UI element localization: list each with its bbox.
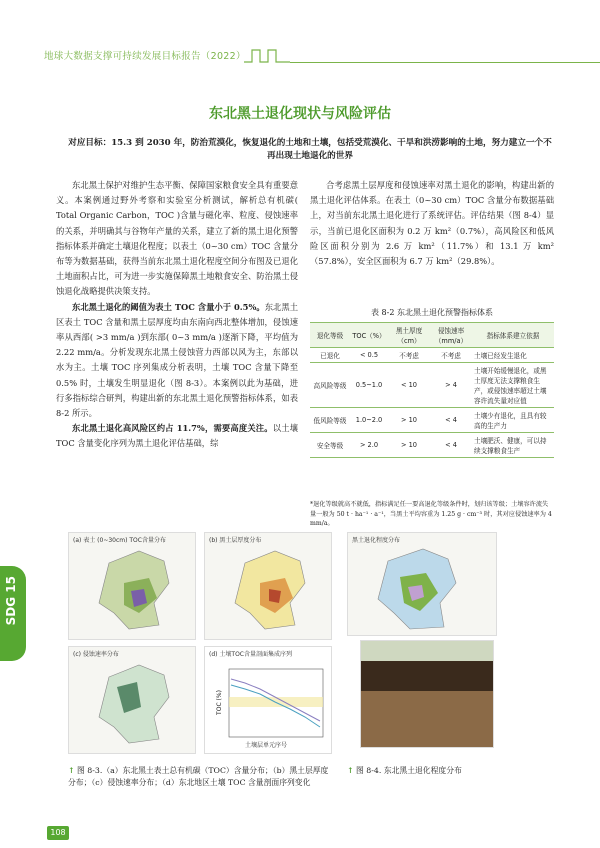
sdg-label: SDG 15 [4, 576, 18, 626]
table-cell: > 4 [430, 363, 472, 408]
table-cell: 已退化 [310, 348, 350, 363]
table-row [310, 363, 554, 408]
table-row [310, 348, 554, 363]
header-rule [290, 62, 600, 63]
header-decoration-icon [244, 48, 294, 64]
table-header: 黑土厚度（cm） [388, 323, 430, 348]
figure-8-4-photo [360, 640, 494, 748]
table-cell: > 10 [388, 408, 430, 433]
paragraph: 合考虑黑土层厚度和侵蚀速率对黑土退化的影响，构建出新的黑土退化评估体系。在表土（0~30 cm）TOC 含量分布数据基础上，对当前东北黑土退化进行了系统评估。评估结果（图 8-4）显示，当前已退化区面积为 0.2 万 km²（0.7%），高风险区和低风险区面积分别为 2.6 万 km²（11.7%）和 13.1 万 km²（57.8%），安全区面积为 6.7 万 km²（29.8%）。 [310, 180, 554, 267]
figure-8-3a [68, 532, 196, 640]
toc-map-icon [69, 533, 195, 639]
erosion-map-icon [69, 647, 195, 753]
arrow-icon: ↑ [347, 766, 354, 775]
table-cell: 低风险等级 [310, 408, 350, 433]
figure-8-3b [204, 532, 332, 640]
key-finding: 东北黑土退化高风险区约占 11.7%，需要高度关注。 [72, 423, 273, 434]
figure-8-4-map [347, 532, 497, 636]
paragraph [56, 300, 298, 422]
figure-8-3-caption [68, 765, 330, 789]
table-cell: 高风险等级 [310, 363, 350, 408]
table-row [310, 433, 554, 458]
key-finding: 东北黑土退化的阈值为表土 TOC 含量小于 0.5%。 [72, 301, 265, 312]
arrow-icon: ↑ [68, 766, 75, 775]
figure-label: (a) 表土 (0~30cm) TOC含量分布 [73, 537, 166, 544]
page-header [0, 0, 600, 70]
axis-label: TOC (%) [215, 690, 223, 715]
table-header: 退化等级 [310, 323, 350, 348]
page-title: 东北黑土退化现状与风险评估 [209, 106, 391, 122]
table-cell: 土壤开始缓慢退化，或黑土厚度无法支撑粮食生产，或侵蚀速率超过土壤容许流失量对应值 [472, 363, 554, 408]
paragraph: 东北黑土保护对维护生态平衡、保障国家粮食安全具有重要意义。本案例通过野外考察和实验室分析测试，解析总有机碳( Total Organic Carbon，TOC )含量与磁化率、粒度、侵蚀速率的关系，并明确其与谷物年产量的关系，建立了新的黑土退化预警指标体系并确定土壤退化程度；以表土（0~30 cm）TOC 含量分布等为数据基础，获得当前东北黑土退化程度空间分布图及已退化土地面积占比，可为进一步实施保障黑土地粮食安全、防治黑土侵蚀退化战略提供决策支持。 [56, 180, 298, 297]
table-row [310, 408, 554, 433]
thickness-map-icon [205, 533, 331, 639]
caption-text: 图 8-3.（a）东北黑土表土总有机碳（TOC）含量分布；（b）黑土层厚度分布；（c）侵蚀速率分布；（d）东北地区土壤 TOC 含量剖面序列变化 [68, 766, 329, 787]
table-cell: 不考虑 [430, 348, 472, 363]
table-cell: > 10 [388, 433, 430, 458]
table-header: TOC（%） [350, 323, 388, 348]
figure-8-3d [204, 646, 332, 754]
table-cell: 土壤少有退化，且具有较高的生产力 [472, 408, 554, 433]
table-cell: 不考虑 [388, 348, 430, 363]
table-cell: < 4 [430, 408, 472, 433]
paragraph [56, 421, 298, 451]
soil-profile-photo-icon [361, 641, 493, 747]
figure-label: (c) 侵蚀速率分布 [73, 651, 119, 658]
table-cell: 0.5~1.0 [350, 363, 388, 408]
table-header-row [310, 323, 554, 348]
figure-label: (d) 土壤TOC含量剖面集成序列 [209, 651, 292, 658]
table-cell: > 2.0 [350, 433, 388, 458]
paragraph-text: 东北黑土区表土 TOC 含量和黑土层厚度均由东南向西北整体增加，侵蚀速率从西部( >3 mm/a )到东部( 0~3 mm/a )逐渐下降，平均值为 2.22 mm/a。分析发现东北黑土侵蚀营力西部以风为主，东部以水为主。土壤 TOC 序列集成分析表明，土壤 TOC 含量下降至 0.5% 时，土壤发生明显退化（图 8-3）。本案例以此为基础，进行多指标综合研判，构建出新的东北黑土退化预警指标体系，如表 8-2 所示。 [56, 301, 298, 419]
table-cell: < 0.5 [350, 348, 388, 363]
table-cell: 土壤肥沃、健康，可以持续支撑粮食生产 [472, 433, 554, 458]
table-cell: 土壤已经发生退化 [472, 348, 554, 363]
axis-label: 土壤层单元序号 [245, 742, 288, 749]
degradation-map-icon [348, 533, 496, 635]
sdg-tab [0, 566, 26, 661]
warning-index-table [310, 322, 554, 458]
table-cell: < 10 [388, 363, 430, 408]
running-title: 地球大数据支撑可持续发展目标报告（2022） [44, 51, 246, 62]
figure-label: 黑土退化程度分布 [352, 537, 401, 544]
table-cell: 安全等级 [310, 433, 350, 458]
right-column [310, 178, 554, 269]
table-header: 指标体系建立依据 [472, 323, 554, 348]
figure-8-4-caption [347, 765, 547, 777]
left-column [56, 178, 298, 452]
figure-label: (b) 黑土层厚度分布 [209, 537, 262, 544]
target-statement: 对应目标：15.3 到 2030 年，防治荒漠化，恢复退化的土地和土壤，包括受荒漠化、干旱和洪涝影响的土地，努力建立一个不再出现土地退化的世界 [68, 138, 552, 161]
caption-text: 图 8-4. 东北黑土退化程度分布 [356, 766, 462, 775]
toc-sequence-plot [205, 647, 331, 753]
table-note: *退化等级就高不就低，指标满足任一要高退化等级条件时，划归该等级；土壤容许流失量一般为 50 t · ha⁻¹ · a⁻¹，当黑土平均容重为 1.25 g · cm⁻³ 时，其对应侵蚀速率为 4 mm/a。 [310, 501, 552, 527]
table-header: 侵蚀速率（mm/a） [430, 323, 472, 348]
table-caption: 表 8-2 东北黑土退化预警指标体系 [371, 308, 493, 317]
table-cell: 1.0~2.0 [350, 408, 388, 433]
page-number: 108 [47, 826, 69, 840]
table-cell: < 4 [430, 433, 472, 458]
paragraph-text: 以土壤 TOC 含量变化序列为黑土退化评估基础，综 [56, 423, 298, 449]
figure-8-3c [68, 646, 196, 754]
